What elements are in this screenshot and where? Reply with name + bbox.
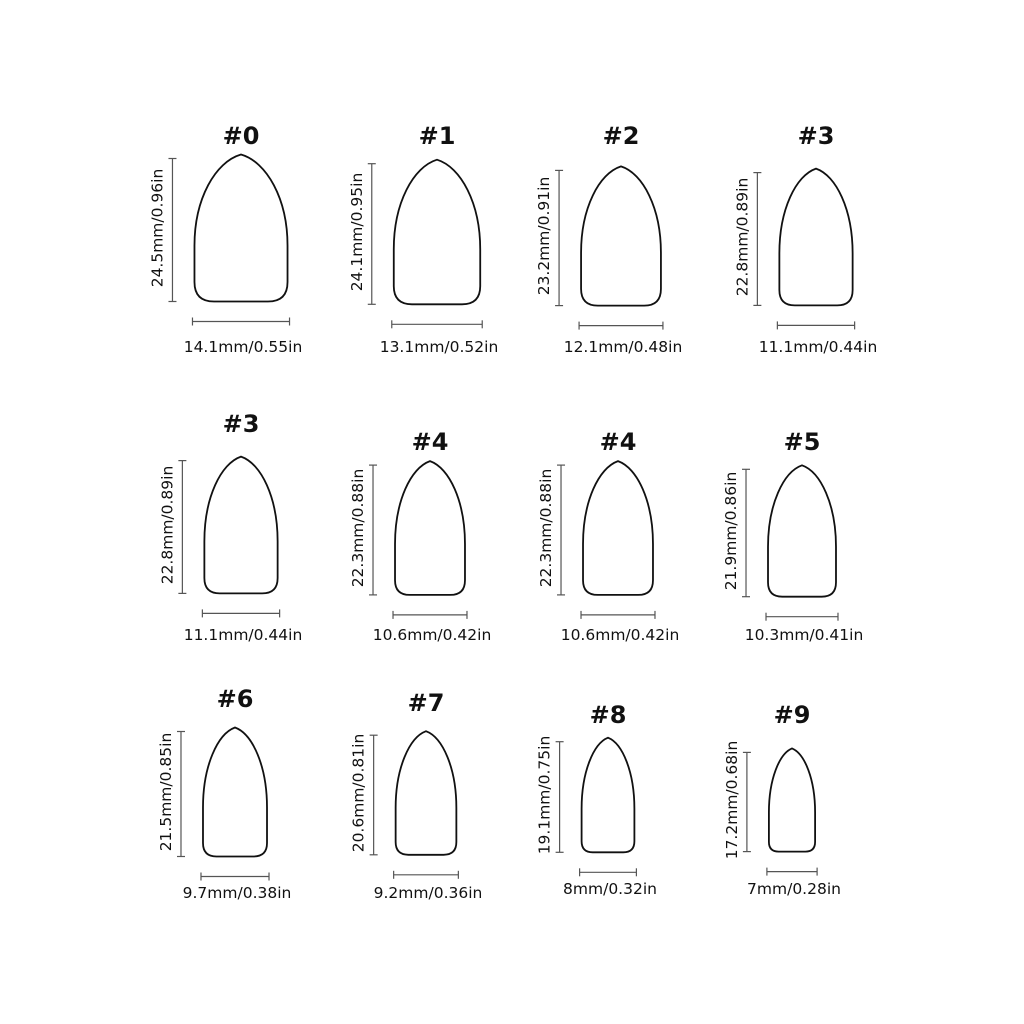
nail-length-label: 22.8mm/0.89in	[733, 177, 752, 297]
nail-length-label: 21.5mm/0.85in	[156, 732, 175, 852]
nail-shape	[203, 728, 267, 857]
nail-width-label: 13.1mm/0.52in	[379, 338, 499, 356]
length-dimension-line	[753, 173, 761, 306]
width-dimension-line	[392, 320, 482, 328]
length-dimension-line	[178, 461, 186, 594]
nail-shape	[769, 748, 815, 851]
nail-shape	[194, 155, 287, 302]
width-dimension-line	[580, 868, 637, 876]
width-dimension-line	[201, 873, 269, 881]
length-dimension-line	[368, 164, 376, 305]
nail-item	[723, 701, 841, 898]
nail-width-label: 7mm/0.28in	[747, 880, 841, 898]
nail-shape	[395, 461, 465, 595]
nail-width-label: 9.2mm/0.36in	[373, 884, 483, 902]
nail-width-label: 11.1mm/0.44in	[758, 338, 878, 356]
nail-length-label: 24.1mm/0.95in	[347, 172, 366, 292]
nail-width-label: 14.1mm/0.55in	[183, 338, 303, 356]
nail-length-label: 17.2mm/0.68in	[722, 740, 741, 860]
nail-length-label: 20.6mm/0.81in	[349, 733, 368, 853]
nail-shape	[394, 160, 480, 305]
nail-item	[348, 122, 499, 356]
nail-width-label: 10.6mm/0.42in	[560, 626, 680, 644]
nail-size-label: #9	[773, 701, 811, 729]
nail-size-label: #7	[407, 689, 445, 717]
nail-length-label: 24.5mm/0.96in	[148, 168, 167, 288]
nail-length-label: 23.2mm/0.91in	[535, 176, 554, 296]
nail-size-label: #5	[783, 428, 821, 456]
nail-width-label: 8mm/0.32in	[563, 880, 657, 898]
nail-size-label: #2	[602, 122, 640, 150]
nail-size-label: #1	[418, 122, 456, 150]
nail-item	[157, 685, 291, 902]
width-dimension-line	[192, 318, 289, 326]
nail-item	[536, 701, 657, 898]
nail-size-label: #6	[216, 685, 254, 713]
nail-size-label: #8	[589, 701, 627, 729]
width-dimension-line	[766, 613, 838, 621]
length-dimension-line	[370, 735, 378, 855]
nail-shape	[582, 738, 635, 853]
width-dimension-line	[394, 871, 459, 879]
nail-item	[722, 428, 863, 644]
nail-item	[158, 410, 302, 644]
width-dimension-line	[579, 322, 663, 330]
length-dimension-line	[177, 732, 185, 857]
nail-item	[350, 689, 483, 902]
width-dimension-line	[581, 611, 655, 619]
width-dimension-line	[777, 321, 854, 329]
nail-shape	[779, 169, 852, 306]
width-dimension-line	[393, 611, 467, 619]
nail-size-label: #0	[222, 122, 260, 150]
length-dimension-line	[556, 742, 564, 853]
nail-shape	[396, 731, 457, 855]
nail-item	[733, 122, 877, 356]
nail-item	[148, 122, 302, 356]
nail-size-label: #4	[599, 428, 637, 456]
length-dimension-line	[742, 469, 750, 596]
nail-width-label: 11.1mm/0.44in	[183, 626, 303, 644]
nail-length-label: 21.9mm/0.86in	[722, 471, 741, 591]
nail-shape	[583, 461, 653, 595]
nail-shape	[581, 166, 661, 305]
nail-width-label: 9.7mm/0.38in	[182, 884, 292, 902]
nail-width-label: 12.1mm/0.48in	[563, 338, 683, 356]
nail-shape	[204, 457, 277, 594]
nail-size-label: #4	[411, 428, 449, 456]
length-dimension-line	[743, 752, 751, 851]
nail-shape	[768, 465, 836, 596]
length-dimension-line	[555, 170, 563, 305]
nail-width-label: 10.6mm/0.42in	[372, 626, 492, 644]
nail-item	[535, 122, 682, 356]
nail-size-label: #3	[222, 410, 260, 438]
nail-length-label: 22.8mm/0.89in	[158, 465, 177, 585]
length-dimension-line	[168, 159, 176, 302]
nail-item	[349, 428, 491, 644]
width-dimension-line	[767, 868, 817, 876]
width-dimension-line	[202, 609, 279, 617]
nail-length-label: 19.1mm/0.75in	[535, 735, 554, 855]
length-dimension-line	[557, 465, 565, 595]
nail-item	[537, 428, 679, 644]
nail-size-label: #3	[797, 122, 835, 150]
length-dimension-line	[369, 465, 377, 595]
nail-length-label: 22.3mm/0.88in	[537, 468, 556, 588]
nail-length-label: 22.3mm/0.88in	[349, 468, 368, 588]
nail-width-label: 10.3mm/0.41in	[744, 626, 864, 644]
